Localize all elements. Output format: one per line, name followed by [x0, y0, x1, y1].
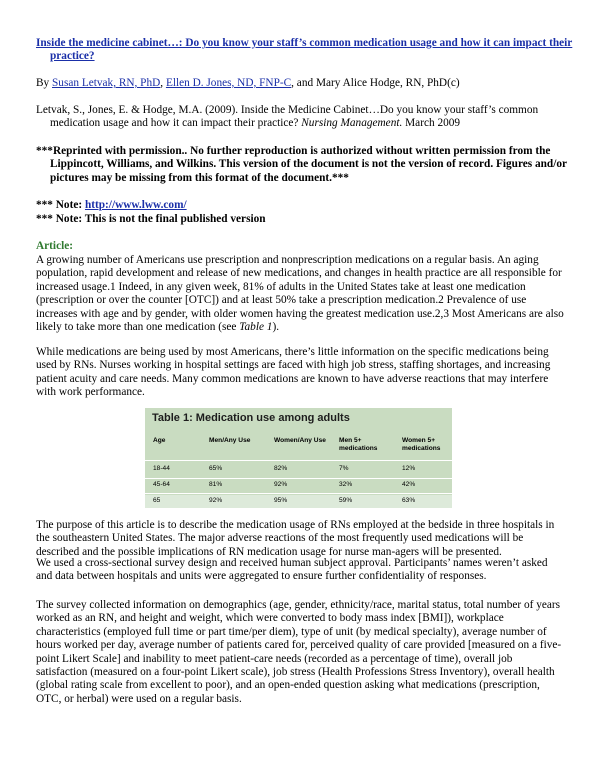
citation-journal: Nursing Management.: [301, 117, 403, 130]
byline-separator: ,: [160, 77, 166, 89]
article-title-link[interactable]: Inside the medicine cabinet…: Do you know your staff’s common medication usage and how it can impact their practice?: [36, 37, 573, 63]
citation: [36, 104, 580, 131]
paragraph-purpose: The purpose of this article is to describe the medication usage of RNs employed at the bedside in three hospitals in the southeastern United States. The major adverse reactions of the most frequently used medications will be described and the possible implications of RN medication usage for nurse man-agers will be presented.: [36, 519, 555, 558]
table-row: [145, 478, 452, 492]
medication-use-table: [145, 408, 452, 508]
byline-prefix: By: [36, 77, 53, 89]
table-row: [145, 495, 452, 508]
paragraph-intro-text: A growing number of Americans use prescription and nonprescription medications on a regular basis. An aging population, rapid development and release of new medications, and changes in health practice are all responsible for increased usage.1 Indeed, in any given week, 81% of adults in the United States take at least one medication (prescription or over the counter [OTC]) and at least 50% take a prescription medication.2 Prevalence of use increases with age and by gender, with older women having the greatest medication use.2,3 Most Americans are also likely to take more than one medication (see: [36, 254, 564, 334]
table-header-cell: Men 5+ medications: [339, 437, 378, 452]
table-cell: 92%: [274, 481, 288, 488]
table-divider: [145, 493, 452, 494]
publisher-link[interactable]: http://www.lww.com/: [84, 199, 187, 211]
table-title: Table 1: Medication use among adults: [152, 412, 350, 424]
table-row: [145, 463, 452, 477]
table-cell: 45-64: [153, 481, 170, 488]
table-cell: 59%: [339, 497, 353, 504]
article-heading: Article:: [36, 240, 74, 252]
paragraph-rn-usage: While medications are being used by most Americans, there’s little information on the specific medications being used by RNs. Nurses working in hospital settings are faced with high job stress, staffing shortages, and increasing patient acuity and care needs. Many common medications are known to have adverse reactions that may interfere with work performance.: [36, 346, 551, 399]
table-cell: 65%: [209, 465, 223, 472]
paragraph-method: We used a cross-sectional survey design and received human subject approval. Participants’ names weren’t asked and data between hospitals and units were aggregated to ensure further confidentiality of responses.: [36, 557, 548, 583]
table-cell: 18-44: [153, 465, 170, 472]
reprint-notice: ***Reprinted with permission.. No further reproduction is authorized without written permission from the Lippincott, Williams, and Wilkins. This version of the document is not the version of record. Figures and/or pictures may be missing from this format of the document.***: [36, 145, 567, 184]
byline: [36, 77, 566, 90]
table-header-cell: Age: [153, 437, 166, 444]
table-header-cell: Women/Any Use: [274, 437, 326, 444]
paragraph-intro-end: ).: [272, 321, 280, 334]
note-publisher-url: [36, 199, 566, 212]
citation-text: Letvak, S., Jones, E. & Hodge, M.A. (2009). Inside the Medicine Cabinet…Do you know your staff’s common medication usage and how it can impact their practice?: [36, 104, 539, 130]
paragraph-intro: [36, 254, 566, 334]
author-link-letvak[interactable]: Susan Letvak, RN, PhD: [52, 77, 161, 89]
table-divider: [145, 460, 452, 461]
table-cell: 42%: [402, 481, 416, 488]
table-cell: 63%: [402, 497, 416, 504]
table-cell: 7%: [339, 465, 349, 472]
table-cell: 82%: [274, 465, 288, 472]
paragraph-survey: The survey collected information on demographics (age, gender, ethnicity/race, marital status, total number of years worked as an RN, and height and weight, which were converted to body mass index [BMI]), workplace characteristics (employed full time or part time/per diem), type of unit (by medical specialty), average number of hours worked per day, average number of patients cared for, perceived quality of care provided [measured on a five-point Likert Scale] and inability to meet patient-care needs (recorded as a percentage of time), overall job satisfaction (measured on a four-point Likert scale), job stress (Health Professions Stress Inventory), overall health (global rating scale from excellent to poor), and an open-ended question asking what medications (prescription, OTC, or herbal) were used on a regular basis.: [36, 599, 562, 705]
author-link-jones[interactable]: Ellen D. Jones, ND, FNP-C: [165, 77, 292, 89]
note-final-version: *** Note: This is not the final published version: [36, 213, 266, 225]
table-cell: 81%: [209, 481, 223, 488]
table-cell: 65: [153, 497, 161, 504]
note-prefix: *** Note:: [36, 199, 85, 211]
table-cell: 95%: [274, 497, 288, 504]
table-header-row: [145, 435, 452, 455]
byline-suffix: , and Mary Alice Hodge, RN, PhD(c): [291, 77, 460, 89]
table-header-cell: Men/Any Use: [209, 437, 251, 444]
table-cell: 12%: [402, 465, 416, 472]
table-header-cell: Women 5+ medications: [402, 437, 441, 452]
table-cell: 92%: [209, 497, 223, 504]
table-cell: 32%: [339, 481, 353, 488]
table-reference: Table 1: [239, 321, 273, 334]
citation-date: March 2009: [402, 117, 461, 130]
